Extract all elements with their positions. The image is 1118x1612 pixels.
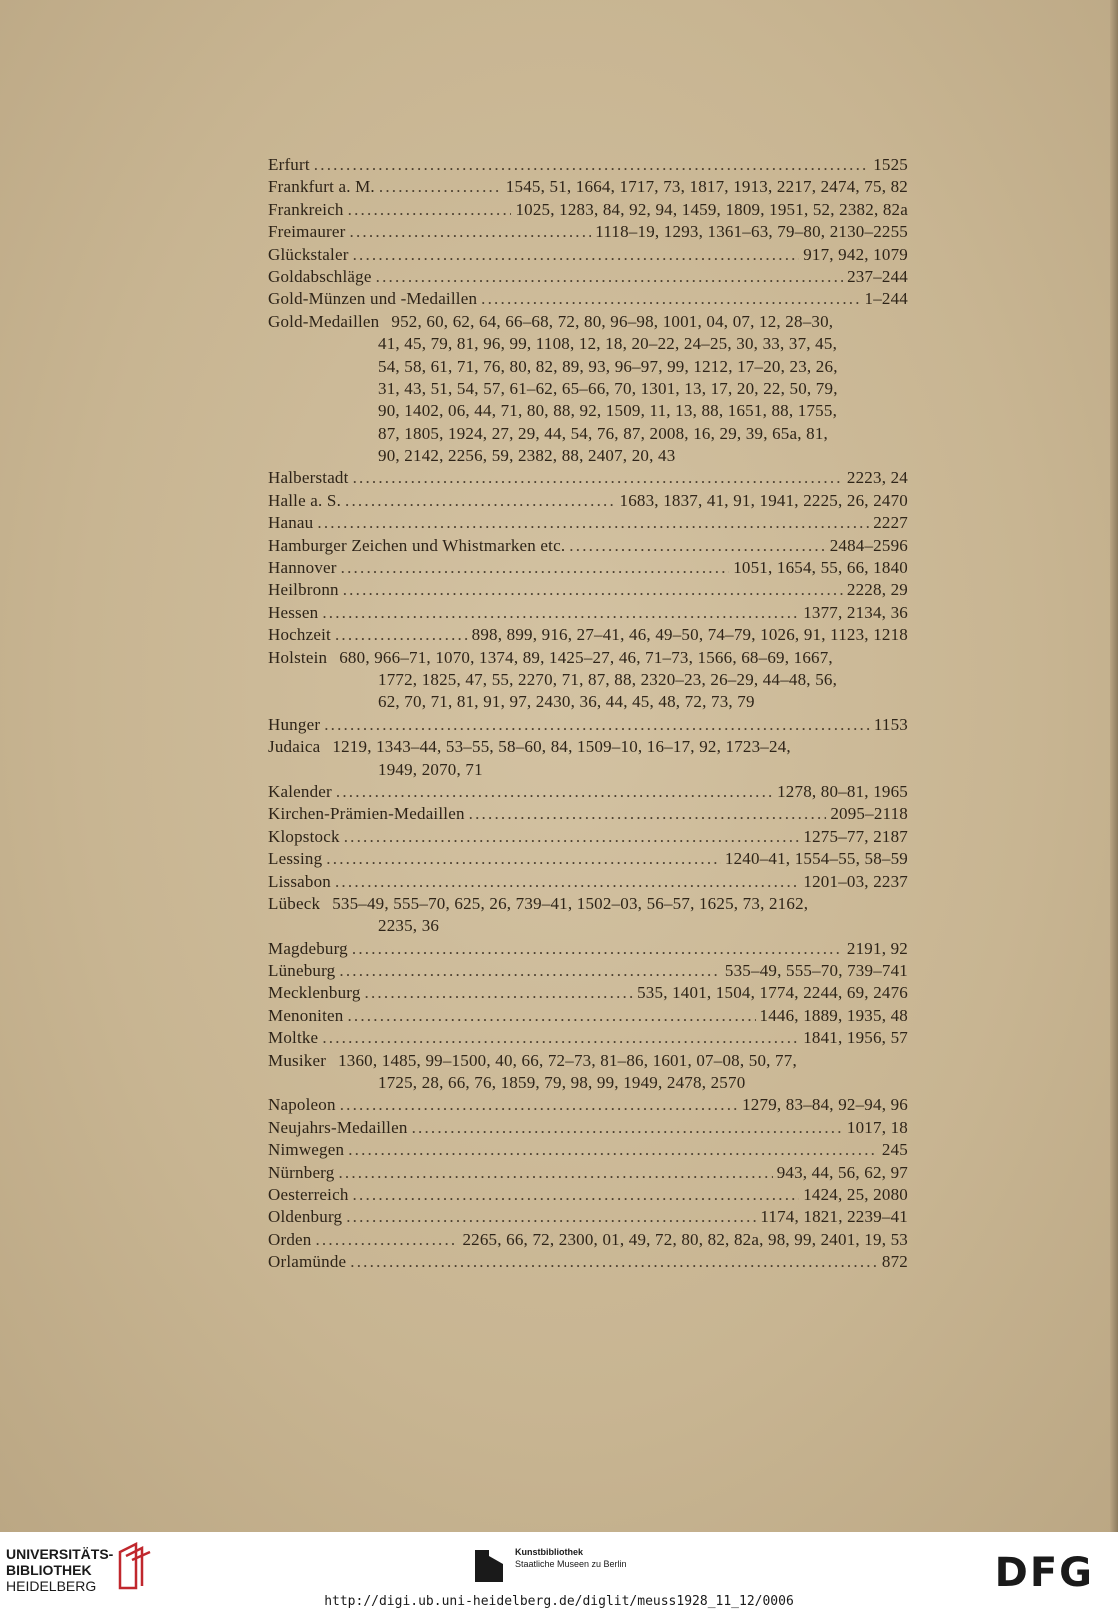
index-continuation-line: 1949, 2070, 71 <box>378 759 483 779</box>
dot-leader <box>469 803 827 825</box>
index-entry <box>268 1251 908 1273</box>
index-entry <box>268 467 908 489</box>
index-term: Lissabon <box>268 871 331 891</box>
index-term: Orlamünde <box>268 1252 347 1272</box>
index-entry-line <box>268 826 908 848</box>
index-term: Halberstadt <box>268 468 349 488</box>
index-term: Magdeburg <box>268 938 348 958</box>
index-entry <box>268 1206 908 1228</box>
index-references: 1525 <box>873 155 908 174</box>
index-term: Frankfurt a. M. <box>268 177 375 197</box>
index-entry <box>268 512 908 534</box>
index-entry-line <box>268 624 908 646</box>
index-references: 1275–77, 2187 <box>803 826 908 846</box>
ub-heidelberg-logo[interactable] <box>6 1546 113 1594</box>
index-entry <box>268 490 908 512</box>
library-name-line1: UNIVERSITÄTS- <box>6 1546 114 1562</box>
index-entry <box>268 781 908 803</box>
index-references: 1219, 1343–44, 53–55, 58–60, 84, 1509–10, 16–17, 92, 1723–24, <box>332 737 791 757</box>
index-continuation-line: 90, 2142, 2256, 59, 2382, 88, 2407, 20, 43 <box>378 446 676 466</box>
index-entry <box>268 1094 908 1116</box>
library-name-line3: HEIDELBERG <box>6 1578 97 1594</box>
index-references: 1278, 80–81, 1965 <box>777 781 908 801</box>
index-entry-line <box>268 647 908 669</box>
index-entry <box>268 266 908 288</box>
index-entry <box>268 624 908 646</box>
index-entry <box>268 714 908 736</box>
index-continuation-line: 90, 1402, 06, 44, 71, 80, 88, 92, 1509, 11, 13, 88, 1651, 88, 1755, <box>378 401 838 421</box>
index-term: Hunger <box>268 714 321 734</box>
index-references: 2095–2118 <box>830 804 908 824</box>
index-term: Lübeck <box>268 893 321 913</box>
index-entry <box>268 960 908 982</box>
index-term: Oldenburg <box>268 1207 343 1227</box>
index-entry-line <box>268 803 908 825</box>
kunstbibliothek-logo-icon <box>475 1550 503 1582</box>
index-term: Freimaurer <box>268 222 346 242</box>
index-entry-line <box>268 1162 908 1184</box>
dot-leader <box>340 1094 738 1116</box>
index-references: 1153 <box>873 714 908 734</box>
index-entry <box>268 288 908 310</box>
index-references: 2228, 29 <box>846 580 908 600</box>
dfg-logo[interactable]: DFG <box>994 1550 1094 1596</box>
index-entry-line <box>268 871 908 893</box>
index-entry <box>268 803 908 825</box>
dot-leader <box>317 512 869 534</box>
index-entry-line <box>268 602 908 624</box>
index-references: 2484–2596 <box>829 535 908 555</box>
index-references: 1–244 <box>864 289 908 309</box>
index-entry-line <box>268 848 908 870</box>
index-term: Menoniten <box>268 1005 344 1025</box>
index-references: 2191, 92 <box>846 938 908 958</box>
dot-leader <box>338 1162 772 1184</box>
index-term: Neujahrs-Medaillen <box>268 1117 408 1137</box>
index-term: Hochzeit <box>268 625 331 645</box>
index-references: 1841, 1956, 57 <box>803 1028 908 1048</box>
dot-leader <box>353 467 843 489</box>
index-continuation-line: 62, 70, 71, 81, 91, 97, 2430, 36, 44, 45, 48, 72, 73, 79 <box>378 692 755 712</box>
index-references: 872 <box>881 1252 908 1272</box>
index-entry-line <box>268 1229 908 1251</box>
index-entry <box>268 871 908 893</box>
index-term: Heilbronn <box>268 580 339 600</box>
index-entry-line <box>268 221 908 243</box>
index-references: 535–49, 555–70, 739–741 <box>724 961 908 981</box>
index-continuation-line: 41, 45, 79, 81, 96, 99, 1108, 12, 18, 20–22, 24–25, 30, 33, 37, 45, <box>378 334 838 354</box>
index-entry-line <box>268 199 908 221</box>
dot-leader <box>348 199 512 221</box>
index-entry-line <box>268 512 908 534</box>
dot-leader <box>345 490 615 512</box>
index-entry-line <box>268 557 908 579</box>
index-entry-line <box>268 736 908 758</box>
index-term: Mecklenburg <box>268 983 361 1003</box>
index-term: Erfurt <box>268 155 310 174</box>
index-references: 535, 1401, 1504, 1774, 2244, 69, 2476 <box>637 983 908 1003</box>
index-entry-line <box>268 1184 908 1206</box>
permalink-url[interactable]: http://digi.ub.uni-heidelberg.de/diglit/meuss1928_11_12/0006 <box>324 1594 794 1609</box>
dot-leader <box>379 176 502 198</box>
index-term: Orden <box>268 1229 312 1249</box>
dot-leader <box>322 1027 799 1049</box>
index-entry <box>268 893 908 938</box>
index-references: 237–244 <box>847 266 908 286</box>
index-term: Lüneburg <box>268 961 336 981</box>
library-name-line2: BIBLIOTHEK <box>6 1562 92 1578</box>
index-entry-line <box>268 176 908 198</box>
index-entry <box>268 199 908 221</box>
index-term: Napoleon <box>268 1095 336 1115</box>
index-continuation-line: 54, 58, 61, 71, 76, 80, 82, 89, 93, 96–97, 99, 1212, 17–20, 23, 26, <box>378 356 838 376</box>
index-entry-line <box>268 266 908 288</box>
dot-leader <box>344 826 800 848</box>
index-references: 1201–03, 2237 <box>803 871 908 891</box>
index-continuation-line: 2235, 36 <box>378 916 440 936</box>
index-entry <box>268 176 908 198</box>
viewer-footer <box>0 1532 1118 1612</box>
dot-leader <box>322 602 799 624</box>
index-entry <box>268 579 908 601</box>
index-term: Nimwegen <box>268 1140 345 1160</box>
index-entry <box>268 826 908 848</box>
dot-leader <box>365 982 634 1004</box>
index-entry <box>268 1139 908 1161</box>
index-references: 1025, 1283, 84, 92, 94, 1459, 1809, 1951, 52, 2382, 82a <box>515 199 908 219</box>
index-entry-line <box>268 244 908 266</box>
index-entry-line <box>268 893 908 915</box>
index-list <box>268 154 908 1274</box>
dot-leader <box>336 781 773 803</box>
index-term: Goldabschläge <box>268 266 372 286</box>
index-entry <box>268 1184 908 1206</box>
dot-leader <box>353 1184 800 1206</box>
index-entry-line <box>268 938 908 960</box>
index-entry <box>268 1050 908 1095</box>
index-term: Holstein <box>268 647 328 667</box>
index-references: 917, 942, 1079 <box>803 244 908 264</box>
index-entry <box>268 244 908 266</box>
index-term: Gold-Medaillen <box>268 311 380 331</box>
index-references: 943, 44, 56, 62, 97 <box>776 1162 908 1182</box>
dot-leader <box>569 535 825 557</box>
index-entry-line <box>268 1005 908 1027</box>
index-entry-line <box>268 1206 908 1228</box>
index-entry-line <box>268 1117 908 1139</box>
dot-leader <box>347 1005 755 1027</box>
index-entry <box>268 1117 908 1139</box>
index-references: 2223, 24 <box>846 468 908 488</box>
index-references: 1377, 2134, 36 <box>803 602 908 622</box>
index-entry-line <box>268 781 908 803</box>
index-term: Glückstaler <box>268 244 349 264</box>
index-entry <box>268 848 908 870</box>
index-references: 2265, 66, 72, 2300, 01, 49, 72, 80, 82, 82a, 98, 99, 2401, 19, 53 <box>462 1229 908 1249</box>
index-references: 898, 899, 916, 27–41, 46, 49–50, 74–79, 1026, 91, 1123, 1218 <box>471 625 908 645</box>
dot-leader <box>481 288 860 310</box>
index-references: 1240–41, 1554–55, 58–59 <box>724 849 908 869</box>
kunstbibliothek-logo[interactable] <box>515 1546 627 1570</box>
index-entry-line <box>268 288 908 310</box>
index-entry <box>268 535 908 557</box>
dot-leader <box>376 266 843 288</box>
index-term: Hannover <box>268 558 337 578</box>
index-term: Frankreich <box>268 199 344 219</box>
index-entry-line <box>268 467 908 489</box>
index-references: 2227 <box>873 513 908 533</box>
index-term: Judaica <box>268 737 321 757</box>
index-references: 1424, 25, 2080 <box>803 1184 908 1204</box>
index-continuation-line: 31, 43, 51, 54, 57, 61–62, 65–66, 70, 1301, 13, 17, 20, 22, 50, 79, <box>378 378 838 398</box>
index-entry-line <box>268 1027 908 1049</box>
kb-subtitle: Staatliche Museen zu Berlin <box>515 1559 627 1569</box>
index-term: Kalender <box>268 781 332 801</box>
ub-logo-mark-icon <box>114 1542 154 1590</box>
index-entry <box>268 982 908 1004</box>
dot-leader <box>412 1117 843 1139</box>
index-entry-line <box>268 490 908 512</box>
index-entry <box>268 602 908 624</box>
dot-leader <box>314 154 869 176</box>
index-references: 1360, 1485, 99–1500, 40, 66, 72–73, 81–86, 1601, 07–08, 50, 77, <box>338 1050 797 1070</box>
index-term: Lessing <box>268 849 323 869</box>
index-references: 1683, 1837, 41, 91, 1941, 2225, 26, 2470 <box>619 490 908 510</box>
index-references: 1279, 83–84, 92–94, 96 <box>742 1095 908 1115</box>
index-entry-line <box>268 535 908 557</box>
index-entry <box>268 557 908 579</box>
index-continuation-line: 1772, 1825, 47, 55, 2270, 71, 87, 88, 2320–23, 26–29, 44–48, 56, <box>378 669 838 689</box>
dot-leader <box>346 1206 756 1228</box>
index-term: Nürnberg <box>268 1162 335 1182</box>
index-entry-line <box>268 311 908 333</box>
index-entry <box>268 221 908 243</box>
index-term: Hanau <box>268 513 314 533</box>
index-term: Halle a. S. <box>268 490 342 510</box>
index-entry-line <box>268 1251 908 1273</box>
dot-leader <box>335 624 468 646</box>
dot-leader <box>343 579 843 601</box>
index-references: 535–49, 555–70, 625, 26, 739–41, 1502–03, 56–57, 1625, 73, 2162, <box>332 893 809 913</box>
dot-leader <box>353 244 800 266</box>
index-entry <box>268 736 908 781</box>
index-entry <box>268 311 908 468</box>
index-term: Hamburger Zeichen und Whistmarken etc. <box>268 535 566 555</box>
index-references: 1017, 18 <box>846 1117 908 1137</box>
index-entry-line <box>268 960 908 982</box>
index-continuation-line: 1725, 28, 66, 76, 1859, 79, 98, 99, 1949, 2478, 2570 <box>378 1073 746 1093</box>
index-entry <box>268 1162 908 1184</box>
index-entry-line <box>268 982 908 1004</box>
index-references: 1051, 1654, 55, 66, 1840 <box>733 558 908 578</box>
index-entry <box>268 938 908 960</box>
index-term: Musiker <box>268 1050 327 1070</box>
index-term: Klopstock <box>268 826 340 846</box>
dot-leader <box>339 960 721 982</box>
index-continuation-line: 87, 1805, 1924, 27, 29, 44, 54, 76, 87, 2008, 16, 29, 39, 65a, 81, <box>378 423 828 443</box>
index-term: Oesterreich <box>268 1184 349 1204</box>
index-entry <box>268 647 908 714</box>
dot-leader <box>350 1251 878 1273</box>
index-references: 1545, 51, 1664, 1717, 73, 1817, 1913, 2217, 2474, 75, 82 <box>505 177 908 197</box>
index-entry-line <box>268 714 908 736</box>
index-references: 1446, 1889, 1935, 48 <box>759 1005 908 1025</box>
index-references: 1174, 1821, 2239–41 <box>760 1207 908 1227</box>
index-term: Gold-Münzen und -Medaillen <box>268 289 478 309</box>
index-entry-line <box>268 154 908 176</box>
dot-leader <box>315 1229 458 1251</box>
index-entry-line <box>268 579 908 601</box>
dot-leader <box>324 714 870 736</box>
index-term: Moltke <box>268 1028 319 1048</box>
kb-name: Kunstbibliothek <box>515 1547 583 1557</box>
index-references: 1118–19, 1293, 1361–63, 79–80, 2130–2255 <box>595 222 908 242</box>
index-entry <box>268 1005 908 1027</box>
index-entry <box>268 1027 908 1049</box>
index-entry-line <box>268 1139 908 1161</box>
index-term: Hessen <box>268 602 319 622</box>
dot-leader <box>326 848 721 870</box>
index-entry-line <box>268 1050 908 1072</box>
dot-leader <box>350 221 592 243</box>
index-entry <box>268 154 908 176</box>
index-entry <box>268 1229 908 1251</box>
index-entry-line <box>268 1094 908 1116</box>
page-edge-shadow <box>1110 0 1118 1532</box>
index-term: Kirchen-Prämien-Medaillen <box>268 804 465 824</box>
dot-leader <box>335 871 799 893</box>
index-references: 245 <box>881 1140 908 1160</box>
index-references: 952, 60, 62, 64, 66–68, 72, 80, 96–98, 1001, 04, 07, 12, 28–30, <box>391 311 834 331</box>
dot-leader <box>352 938 843 960</box>
dot-leader <box>341 557 730 579</box>
index-references: 680, 966–71, 1070, 1374, 89, 1425–27, 46, 71–73, 1566, 68–69, 1667, <box>339 647 833 667</box>
dot-leader <box>348 1139 878 1161</box>
